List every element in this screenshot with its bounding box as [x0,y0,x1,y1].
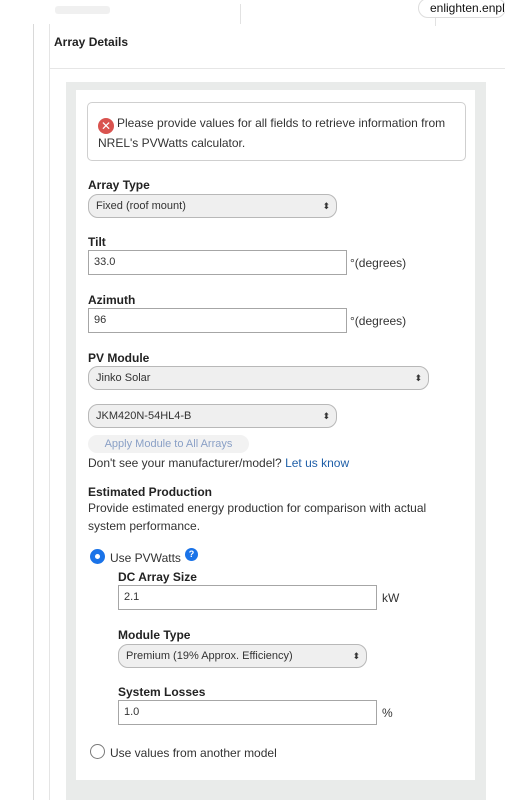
left-border [33,24,34,800]
blurred-header [55,6,110,14]
select-chevron-icon: ⬍ [322,201,330,211]
select-chevron-icon: ⬍ [352,651,360,661]
manufacturer-value: Jinko Solar [96,372,151,384]
azimuth-input[interactable]: 96 [88,308,347,333]
missing-module-question: Don't see your manufacturer/model? [88,456,282,470]
use-pvwatts-label[interactable]: Use PVWatts [110,551,181,565]
system-losses-input[interactable]: 1.0 [118,700,377,725]
missing-module-text [88,455,349,472]
other-model-radio[interactable] [90,744,105,759]
left-border [49,24,50,800]
module-type-select[interactable] [118,644,367,668]
dc-array-size-input[interactable]: 2.1 [118,585,377,610]
azimuth-unit: °(degrees) [350,314,407,328]
model-value: JKM420N-54HL4-B [96,410,192,422]
system-losses-label: System Losses [118,685,206,699]
estimated-production-desc-2: system performance. [88,519,201,533]
system-losses-unit: % [382,706,393,720]
select-chevron-icon: ⬍ [414,373,422,383]
alert-message: Please provide values for all fields to retrieve information from NREL's PVWatts calculator. [98,116,446,150]
use-pvwatts-radio[interactable] [90,549,105,564]
module-type-label: Module Type [118,628,191,642]
estimated-production-label: Estimated Production [88,485,213,499]
array-type-select[interactable] [88,194,337,218]
module-type-value: Premium (19% Approx. Efficiency) [126,650,293,662]
estimated-production-desc-1: Provide estimated energy production for comparison with actual [88,501,427,515]
validation-alert [87,102,466,161]
array-type-value: Fixed (roof mount) [96,200,186,212]
error-icon: ✕ [98,118,114,134]
model-select[interactable] [88,404,337,428]
title-divider [50,68,505,69]
tilt-input[interactable]: 33.0 [88,250,347,275]
apply-module-button[interactable]: Apply Module to All Arrays [88,435,249,453]
pv-module-label: PV Module [88,351,150,365]
let-us-know-link[interactable]: Let us know [285,456,350,470]
array-type-label: Array Type [88,178,150,192]
dc-array-size-unit: kW [382,591,400,605]
section-title: Array Details [54,35,129,49]
dc-array-size-label: DC Array Size [118,570,197,584]
tilt-label: Tilt [88,235,106,249]
manufacturer-select[interactable] [88,366,429,390]
azimuth-label: Azimuth [88,293,136,307]
other-model-label[interactable]: Use values from another model [110,746,277,760]
header-divider [240,4,241,24]
url-pill[interactable]: enlighten.enpl [418,0,505,18]
tilt-unit: °(degrees) [350,256,407,270]
select-chevron-icon: ⬍ [322,411,330,421]
question-icon[interactable]: ? [185,548,198,561]
